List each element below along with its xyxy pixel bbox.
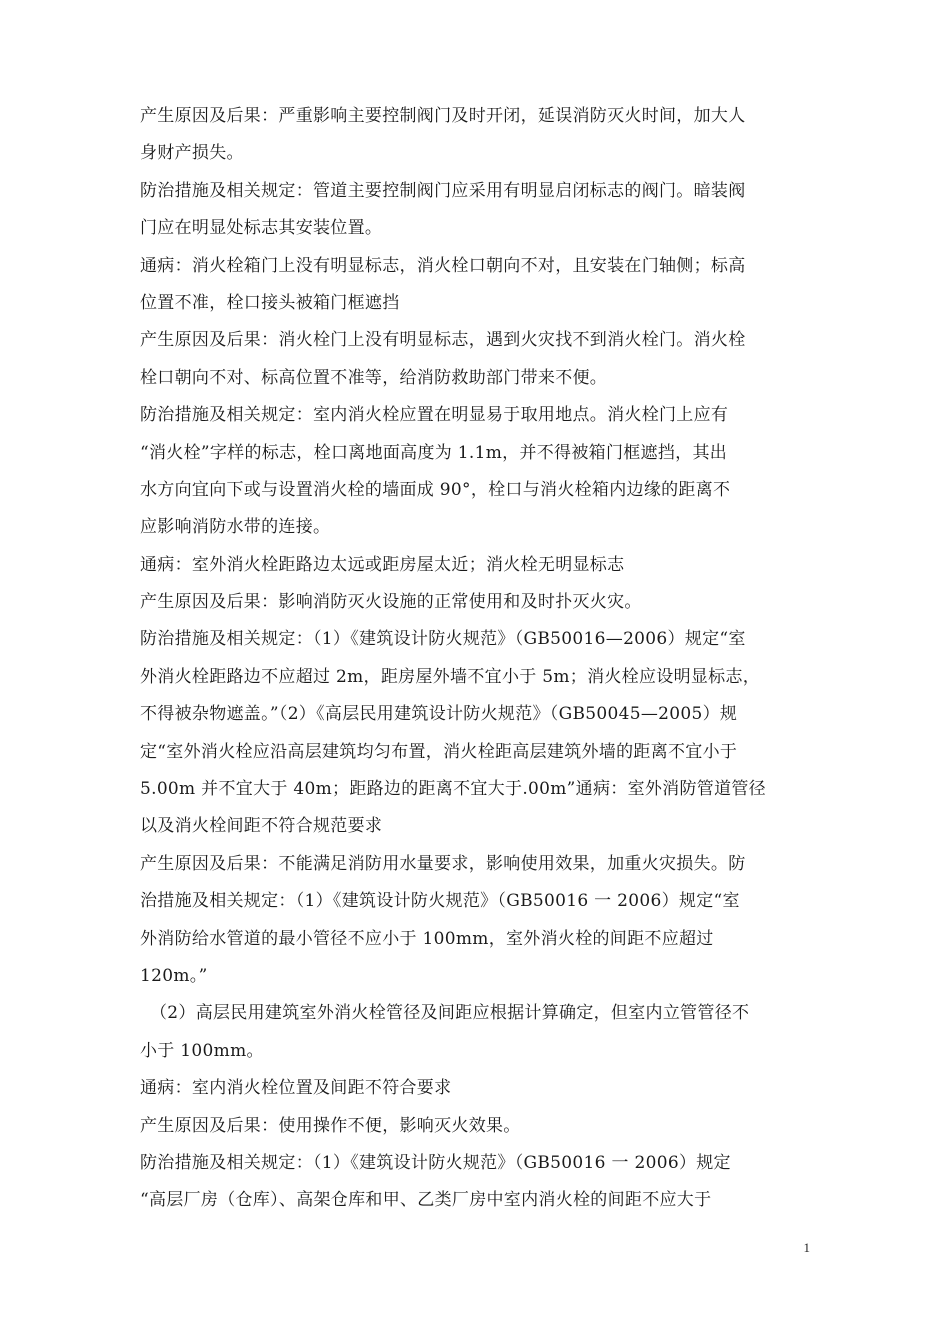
- document-body: [140, 98, 812, 1220]
- text-line: 栓口朝向不对、标高位置不准等，给消防救助部门带来不便。: [140, 367, 608, 388]
- text-line: 产生原因及后果：使用操作不便，影响灭火效果。: [140, 1115, 521, 1136]
- text-line: 身财产损失。: [140, 143, 244, 164]
- text-line: 5.00m 并不宜大于 40m；距路边的距离不宜大于.00m”通病：室外消防管道管径: [140, 779, 766, 800]
- text-line: 通病：室外消火栓距路边太远或距房屋太近；消火栓无明显标志: [140, 554, 625, 575]
- text-line: 产生原因及后果：严重影响主要控制阀门及时开闭，延误消防灭火时间，加大人: [140, 106, 746, 126]
- text-line: 以及消火栓间距不符合规范要求: [140, 816, 383, 837]
- text-line: 应影响消防水带的连接。: [140, 517, 331, 538]
- text-line: 120m。”: [140, 965, 208, 986]
- text-line: 产生原因及后果：不能满足消防用水量要求，影响使用效果，加重火灾损失。防: [140, 853, 746, 874]
- text-line: “消火栓”字样的标志，栓口离地面高度为 1.1m，并不得被箱门框遮挡，其出: [140, 442, 728, 463]
- text-line: 防治措施及相关规定：室内消火栓应置在明显易于取用地点。消火栓门上应有: [140, 405, 729, 426]
- text-line: 通病：室内消火栓位置及间距不符合要求: [140, 1078, 452, 1099]
- text-line: 位置不准，栓口接头被箱门框遮挡: [140, 292, 400, 313]
- text-line: 防治措施及相关规定：（1）《建筑设计防火规范》（GB50016 一 2006）规定: [140, 1152, 731, 1173]
- text-line: （2）高层民用建筑室外消火栓管径及间距应根据计算确定，但室内立管管径不: [150, 1003, 750, 1024]
- text-line: 产生原因及后果：影响消防灭火设施的正常使用和及时扑灭火灾。: [140, 592, 642, 613]
- text-line: 不得被杂物遮盖。”（2）《高层民用建筑设计防火规范》（GB50045—2005）规: [140, 704, 738, 725]
- text-line: 治措施及相关规定：（1）《建筑设计防火规范》（GB50016 一 2006）规定“室: [140, 891, 740, 912]
- text-line: 防治措施及相关规定：（1）《建筑设计防火规范》（GB50016—2006）规定“室: [140, 629, 746, 650]
- text-line: 门应在明显处标志其安装位置。: [140, 218, 383, 239]
- text-line: 外消火栓距路边不应超过 2m，距房屋外墙不宜小于 5m；消火栓应设明显标志，: [140, 666, 761, 687]
- text-line: 水方向宜向下或与设置消火栓的墙面成 90°，栓口与消火栓箱内边缘的距离不: [140, 479, 731, 500]
- text-line: 防治措施及相关规定：管道主要控制阀门应采用有明显启闭标志的阀门。暗装阀: [140, 180, 746, 201]
- text-line: 小于 100mm。: [140, 1040, 264, 1061]
- text-line: “高层厂房（仓库）、高架仓库和甲、乙类厂房中室内消火栓的间距不应大于: [140, 1190, 712, 1211]
- page-number: 1: [803, 1240, 810, 1255]
- text-line: 定“室外消火栓应沿高层建筑均匀布置，消火栓距高层建筑外墙的距离不宜小于: [140, 741, 738, 762]
- text-line: 通病：消火栓箱门上没有明显标志，消火栓口朝向不对，且安装在门轴侧；标高: [140, 255, 746, 276]
- text-line: 外消防给水管道的最小管径不应小于 100mm，室外消火栓的间距不应超过: [140, 928, 714, 949]
- text-line: 产生原因及后果：消火栓门上没有明显标志，遇到火灾找不到消火栓门。消火栓: [140, 330, 746, 351]
